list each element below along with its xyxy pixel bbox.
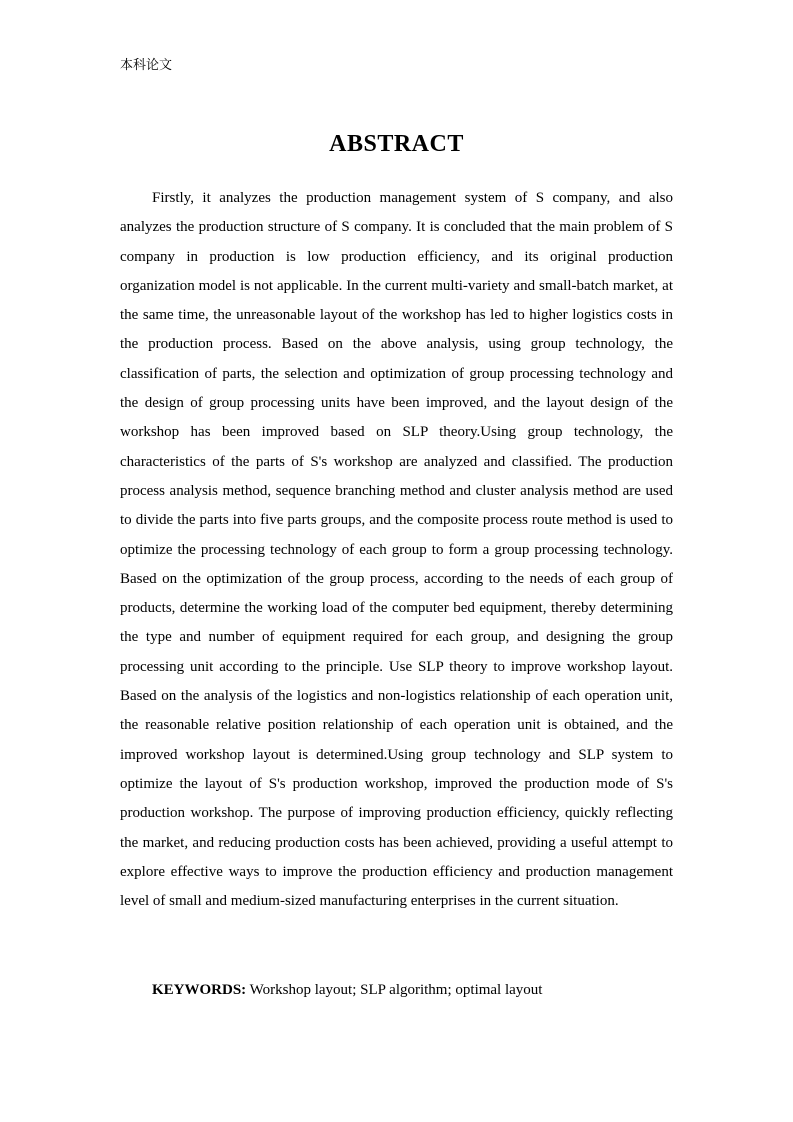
keywords-line xyxy=(120,976,673,1005)
keywords-value: Workshop layout; SLP algorithm; optimal layout xyxy=(246,982,543,998)
abstract-title: ABSTRACT xyxy=(329,131,464,158)
header-divider xyxy=(120,80,673,81)
running-header: 本科论文 xyxy=(120,58,173,73)
keywords-label: KEYWORDS: xyxy=(152,982,247,998)
abstract-paragraph: Firstly, it analyzes the production management system of S company, and also analyzes the production structure of S company. It is concluded that the main problem of S company in production is low production efficiency, and its original production organization model is not applicable. In the current multi-variety and small-batch market, at the same time, the unreasonable layout of the workshop has led to higher logistics costs in the production process. Based on the above analysis, using group technology, the classification of parts, the selection and optimization of group processing technology and the design of group processing units have been improved, and the layout design of the workshop has been improved based on SLP theory.Using group technology, the characteristics of the parts of S's workshop are analyzed and classified. The production process analysis method, sequence branching method and cluster analysis method are used to divide the parts into five parts groups, and the composite process route method is used to optimize the processing technology of each group to form a group processing technology. Based on the optimization of the group process, according to the needs of each group of products, determine the working load of the computer bed equipment, thereby determining the type and number of equipment required for each group, and designing the group processing unit according to the principle. Use SLP theory to improve workshop layout. Based on the analysis of the logistics and non-logistics relationship of each operation unit, the reasonable relative position relationship of each operation unit is obtained, and the improved workshop layout is determined.Using group technology and SLP system to optimize the layout of S's production workshop, improved the production mode of S's production workshop. The purpose of improving production efficiency, quickly reflecting the market, and reducing production costs has been achieved, providing a useful attempt to explore effective ways to improve the production efficiency and production management level of small and medium-sized manufacturing enterprises in the current situation. xyxy=(120,190,673,910)
